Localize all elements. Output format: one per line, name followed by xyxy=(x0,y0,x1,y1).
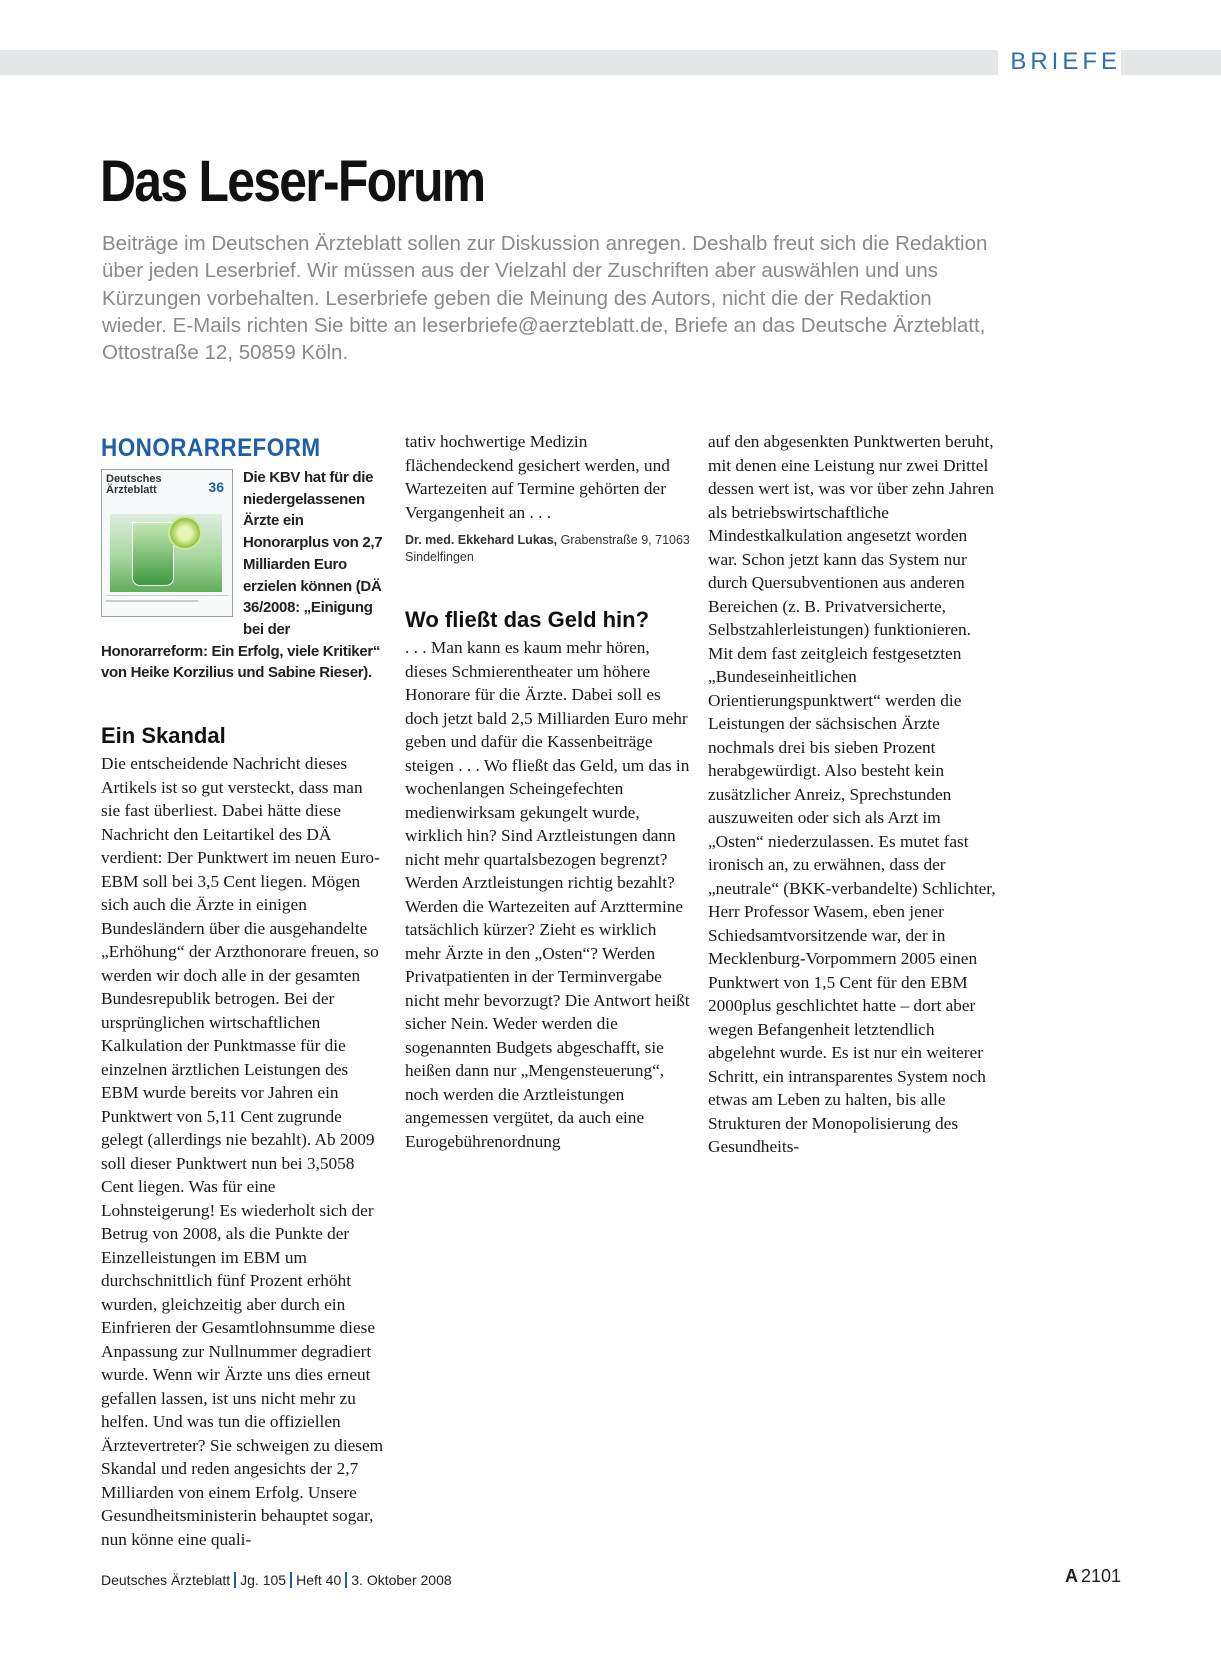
letter-heading-ein-skandal: Ein Skandal xyxy=(101,723,226,749)
teaser-text: Die KBV hat für die niedergelassenen Ärzte ein Honorarplus von 2,7 Milliarden Euro erzielen können (DÄ 36/2008: „Einigung bei der Honorarreform: Ein Erfolg, viele Kritiker“ von Heike Korzilius und Sabine Rieser). xyxy=(101,469,383,682)
footer-issue: Heft 40 xyxy=(296,1572,342,1588)
signature-name: Dr. med. Ekkehard Lukas, xyxy=(405,533,558,547)
page-title: Das Leser-Forum xyxy=(100,149,485,214)
letter-body-continued: tativ hochwertige Medizin flächendeckend gesichert werden, und Wartezeiten auf Termine gehörten der Vergangenheit an . . . xyxy=(405,432,670,522)
letter-body-continued: auf den abgesenkten Punktwerten beruht, mit denen eine Leistung nur zwei Drittel dessen wert ist, was vor über zehn Jahren als betriebswirtschaftliche Mindestkalkulation angesetzt worden war. Schon jetzt kann das System nur durch Quersubventionen aus anderen Bereichen (z. B. Privatversicherte, Selbstzahlerleistungen) funktionieren. Mit dem fast zeitgleich festgesetzten „Bundeseinheitlichen Orientierungspunktwert“ werden die Leistungen der sächsischen Ärzte nochmals drei bis sieben Prozent herabgewürdigt. Also besteht kein zusätzlicher Anreiz, Sprechstunden auszuweiten oder sich als Arzt im „Osten“ niederzulassen. Es mutet fast ironisch an, zu erwähnen, dass der „neutrale“ (BKK-verbandelte) Schlichter, Herr Professor Wasem, eben jener Schiedsamtvorsitzende war, der in Mecklenburg-Vorpommern 2005 einen Punktwert von 1,5 Cent für den EBM 2000plus geschlichtet hatte – dort aber wegen Befangenheit letztendlich abgelehnt wurde. Es ist nur ein weiterer Schritt, ein intransparentes System noch etwas am Leben zu halten, bis alle Strukturen der Monopolisierung des Gesundheits- xyxy=(708,432,996,1156)
footer-citation xyxy=(101,1570,452,1590)
footer-separator xyxy=(234,1572,236,1588)
signature-address: Grabenstraße 9, 71063 Sindelfingen xyxy=(405,533,690,564)
page-number xyxy=(1065,1566,1121,1587)
cover-issue-number: 36 xyxy=(208,479,224,495)
letter-heading-wo-fliesst-das-geld-hin: Wo fließt das Geld hin? xyxy=(405,607,650,632)
rubric-heading: HONORARREFORM xyxy=(101,434,321,462)
column-3 xyxy=(708,430,998,1159)
letter-body: Die entscheidende Nachricht dieses Artikels ist so gut versteckt, dass man sie fast überliest. Dabei hätte diese Nachricht den Leitartikel des DÄ verdient: Der Punktwert im neuen Euro-EBM soll bei 3,5 Cent liegen. Mögen sich auch die Ärzte in einigen Bundesländern über die ausgehandelte „Erhöhung“ der Arzthonorare freuen, so werden wir doch alle in der gesamten Bundesrepublik betrogen. Bei der ursprünglichen wirtschaftlichen Kalkulation der Punktmasse für die einzelnen ärztlichen Leistungen des EBM wurde bereits vor Jahren ein Punktwert von 5,11 Cent zugrunde gelegt (allerdings nie bezahlt). Ab 2009 soll dieser Punktwert nun bei 3,5058 Cent liegen. Was für eine Lohnsteigerung! Es wiederholt sich der Betrug von 2008, als die Punkte der Einzelleistungen im EBM um durchschnittlich fünf Prozent erhöht wurden, gleichzeitig aber durch ein Einfrieren der Gesamtlohnsumme diese Anpassung zur Nullnummer degradiert wurde. Wenn wir Ärzte uns dies erneut gefallen lassen, ist uns nicht mehr zu helfen. Und was tun die offiziellen Ärztevertreter? Sie schweigen zu diesem Skandal und reden angesichts der 2,7 Milliarden von einem Erfolg. Unsere Gesundheitsministerin behauptet sogar, nun könne eine quali- xyxy=(101,754,384,1549)
footer-date: 3. Oktober 2008 xyxy=(351,1572,452,1588)
letter-body: . . . Man kann es kaum mehr hören, dieses Schmierentheater um höhere Honorare für die Ärzte. Dabei soll es doch jetzt bald 2,5 Milliarden Euro mehr geben und dafür die Kassenbeiträge steigen . . . Wo fließt das Geld, um das in wochenlangen Scheingefechten medienwirksam gekungelt wurde, wirklich hin? Sind Arztleistungen dann nicht mehr quartalsbezogen begrenzt? Werden Arztleistungen richtig bezahlt? Werden die Wartezeiten auf Arzttermine tatsächlich kürzer? Zieht es wirklich mehr Ärzte in den „Osten“? Werden Privatpatienten in der Terminvergabe nicht mehr bevorzugt? Die Antwort heißt sicher Nein. Weder werden die sogenannten Budgets abgeschafft, sie heißen dann nur „Mengensteuerung“, noch werden die Arztleistungen angemessen vergütet, da auch eine Eurogebührenordnung xyxy=(405,638,690,1151)
footer-journal: Deutsches Ärzteblatt xyxy=(101,1572,231,1588)
page-prefix: A xyxy=(1064,1566,1078,1586)
column-2 xyxy=(405,430,690,1153)
letter-signature xyxy=(405,532,690,566)
column-1 xyxy=(101,433,386,1551)
cover-title: Deutsches Ärzteblatt xyxy=(106,473,162,496)
lime-icon xyxy=(168,516,202,550)
page-number-value: 2101 xyxy=(1080,1566,1121,1586)
intro-text: Beiträge im Deutschen Ärzteblatt sollen zur Diskussion anregen. Deshalb freut sich die Redaktion über jeden Leserbrief. Wir müssen aus der Vielzahl der Zuschriften aber auswählen und uns Kürzungen vorbehalten. Leserbriefe geben die Meinung des Autors, nicht die der Redaktion wieder. E-Mails richten Sie bitte an leserbriefe@aerzteblatt.de, Briefe an das Deutsche Ärzteblatt, Ottostraße 12, 50859 Köln. xyxy=(102,232,988,365)
footer-separator xyxy=(345,1572,347,1588)
footer-separator xyxy=(290,1572,292,1588)
cover-footer xyxy=(106,595,228,610)
section-label: BRIEFE xyxy=(998,47,1121,77)
footer-volume: Jg. 105 xyxy=(240,1572,287,1588)
magazine-cover-image xyxy=(101,469,233,617)
